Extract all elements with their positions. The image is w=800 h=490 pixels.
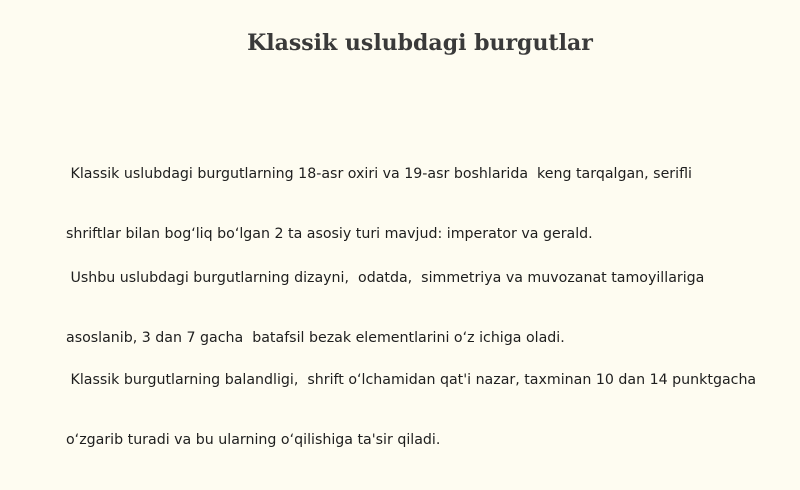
paragraph-3-line-2: o‘zgarib turadi va bu ularning o‘qilishiga ta'sir qiladi. bbox=[66, 432, 441, 448]
paragraph-2-line-1: Ushbu uslubdagi burgutlarning dizayni, odatda, simmetriya va muvozanat tamoyillariga bbox=[66, 270, 705, 286]
paragraph-1-line-1: Klassik uslubdagi burgutlarning 18-asr oxiri va 19-asr boshlarida keng tarqalgan, serifli bbox=[66, 166, 692, 182]
paragraph-3 bbox=[66, 330, 776, 490]
paragraph-3-line-1: Klassik burgutlarning balandligi, shrift o‘lchamidan qat'i nazar, taxminan 10 dan 14 punktgacha bbox=[66, 372, 757, 388]
slide-title: Klassik uslubdagi burgutlar bbox=[247, 30, 593, 56]
paragraph-1-line-2: shriftlar bilan bog‘liq bo‘lgan 2 ta asosiy turi mavjud: imperator va gerald. bbox=[66, 226, 593, 242]
paragraph-2-line-2: asoslanib, 3 dan 7 gacha batafsil bezak elementlarini o‘z ichiga oladi. bbox=[66, 330, 565, 346]
